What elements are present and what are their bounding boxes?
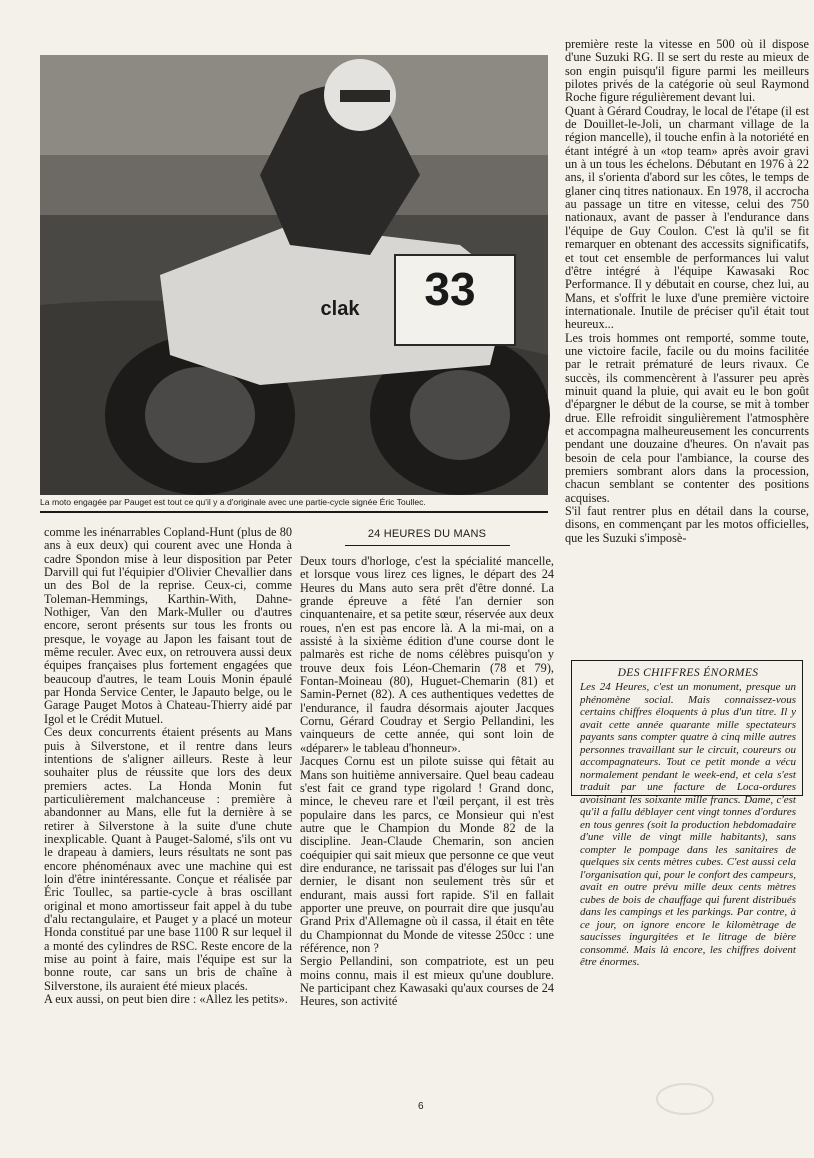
photo-illustration <box>40 55 548 495</box>
stamp-logo <box>655 1082 715 1116</box>
motorcycle-photo <box>40 55 548 495</box>
sidebar-box-body: Les 24 Heures, c'est un monument, presque un phénomène social. Mais connaissez-vous certains chiffres éloquents à plus d'un titre. Il y avait cette année quarante mille spectateurs payants sans compter quatre à cinq mille autres personnes travaillant sur le circuit, coureurs ou accompagnateurs. Tout ce petit monde a vécu normalement pendant le week-end, et cela s'est traduit par une facture de Loca-ordures avoisinant les soixante mille francs. Dame, c'est qu'il a fallu déblayer cent vingt tonnes d'ordures en tous genres (soit la production hebdomadaire d'une ville de vingt mille habitants), sans compter le pompage dans les sanitaires de quelques six cents mètres cubes. C'est aussi cela l'organisation qui, pour le confort des campeurs, avait en outre prévu mille deux cents mètres cubes de bois de chauffage qui furent distribués dans les campings et les parkings. Par contre, à ce jour, on ignore encore le kilomètrage de saucisses ingurgitées et le litrage de bière consommé. Mais là encore, les chiffres doivent être énormes. <box>580 681 796 968</box>
sidebar-box-title: DES CHIFFRES ÉNORMES <box>617 667 759 679</box>
caption-rule <box>40 511 548 513</box>
race-number: 33 <box>424 263 476 315</box>
page-number: 6 <box>418 1101 424 1112</box>
fairing-text: clak <box>320 298 360 320</box>
article-column-2: Deux tours d'horloge, c'est la spécialité mancelle, et lorsque vous lirez ces lignes, le départ des 24 Heures du Mans auto sera prêt d'être donné. La grande épreuve a fêté l'an dernier son cinquantenaire, et sa petite sœur, réservée aux deux roues, n'en est pas encore là. A la mi-mai, on a assisté à la sixième édition d'une course dont le palmarès est riche de noms célèbres puisqu'on y trouve deux fois Léon-Chemarin (78 et 79), Fontan-Moineau (80), Huguet-Chemarin (81) et Samin-Pernet (82). A ces authentiques vedettes de l'endurance, il faudra désormais ajouter Jacques Cornu, Gérard Coudray et Sergio Pellandini, les vainqueurs de cette année, qui sont loin de «déparer» le tableau d'honneur». Jacques Cornu est un pilote suisse qui fêtait au Mans son huitième anniversaire. Quel beau cadeau s'est fait ce grand type rigolard ! Grand donc, mince, le cheveu rare et l'œil perçant, il est très populaire dans les parcs, ce Monsieur qui n'est autre que le Champion du Monde 82 de la discipline. Jean-Claude Chemarin, son ancien coéquipier qui sait mieux que personne ce que veut dire endurance, ne tarissait pas d'éloges sur lui l'an dernier, le disant non seulement très sûr et endurant, mais aussi fort rapide. S'il en fallait apporter une preuve, on pourrait dire que jusqu'au Grand Prix d'Allemagne où il cassa, il était en tête du Championnat du Monde de vitesse 250cc : une référence, non ? Sergio Pellandini, son compatriote, est un peu moins connu, mais il est mieux qu'une doublure. Ne participant chez Kawasaki qu'aux courses de 24 Heures, son activité <box>300 554 554 1009</box>
section-title-rule <box>345 545 510 546</box>
article-column-3: première reste la vitesse en 500 où il dispose d'une Suzuki RG. Il se sert du reste au mieux de son engin puisqu'il figure parmi les meilleurs pilotes privés de la catégorie où seul Raymond Roche figure régulièrement devant lui. Quant à Gérard Coudray, le local de l'étape (il est de Douillet-le-Joli, un charmant village de la région mancelle), il touche enfin à la notoriété en étant intégré à un «top team» après avoir gravi un à un tous les échelons. Débutant en 1976 à 22 ans, il s'orienta d'abord sur les côtes, le temps de glaner cinq titres nationaux. En 1978, il accrocha au passage un titre en vitesse, celui des 750 nationaux, avant de passer à l'endurance dans l'équipe de Guy Coulon. C'est là qu'il se fit remarquer en obtenant des accessits significatifs, et tout cet ensemble de performances lui valut d'être intégré à l'équipe Kawasaki Roc Performance. Il y débutait en course, chez lui, au Mans, et s'offrit le luxe d'une première victoire internationale. Inutile de préciser qu'il était tout heureux... Les trois hommes ont remporté, somme toute, une victoire facile, facile ou du moins facilitée par le retrait prématuré de leurs rivaux. Ce succès, ils commencèrent à l'assurer peu après minuit quand la pluie, qui avait eu le bon goût d'épargner le début de la course, se mit à tomber drue. Elle refroidit singulièrement l'atmosphère et accompagna malheureusement les concurrents pendant une douzaine d'heures. On n'avait pas besoin de cela pour l'ambiance, la course des premiers sombrant alors dans la procession, chacun semblant se contenter des positions acquises. S'il faut rentrer plus en détail dans la course, disons, en commençant par les motos officielles, que les Suzuki s'imposè- <box>565 37 809 545</box>
section-title: 24 HEURES DU MANS <box>367 528 487 540</box>
article-column-1: comme les inénarrables Copland-Hunt (plus de 80 ans à eux deux) qui courent avec une Honda à cadre Spondon mise à leur disposition par Peter Darvill qui fut l'équipier d'Olivier Chevallier dans un des Bol de la reprise. Ceux-ci, comme Toleman-Hemmings, Karthin-With, Dahne-Nothiger, Van den Mark-Muller ou d'autres encore, seront présents sur tous les fronts ou presque, le voyage au Japon les faisant tout de même reculer. Avec eux, on retrouvera aussi deux équipes françaises plus fortement engagées que beaucoup d'autres, le team Louis Monin épaulé par Honda Service Center, le Japauto belge, ou le Garage Pauget Motos à Chateau-Thierry aidé par Igol et le Crédit Mutuel. Ces deux concurrents étaient présents au Mans puis à Silverstone, et il rentre dans leurs intentions de s'aligner ailleurs. Reste à leur souhaiter plus de réussite que lors des deux premiers actes. La Honda Monin fut particulièrement malchanceuse : première à abandonner au Mans, elle fut la dernière à se retirer à Silverstone à la suite d'une chute inexplicable. Quant à Pauget-Salomé, s'ils ont vu le drapeau à damiers, leurs résultats ne sont pas encore phénoménaux avec une machine qui est loin d'être inintéressante. Conçue et réalisée par Éric Toullec, sa partie-cycle à bras oscillant original et mono amortisseur fait appel à du tube d'alu rectangulaire, et Pauget y a placé un moteur Honda constitué par une base 1100 R sur lequel il a monté des cylindres de RSC. Reste encore de la mise au point à faire, mais l'équipe est sur la bonne route, car sans un bris de chaîne à Silverstone, ils auraient été mieux placés. A eux aussi, on peut bien dire : «Allez les petits». <box>44 525 292 1007</box>
photo-caption: La moto engagée par Pauget est tout ce qu'il y a d'originale avec une partie-cycle signée Éric Toullec. <box>40 497 426 507</box>
sidebar-box <box>571 660 803 968</box>
